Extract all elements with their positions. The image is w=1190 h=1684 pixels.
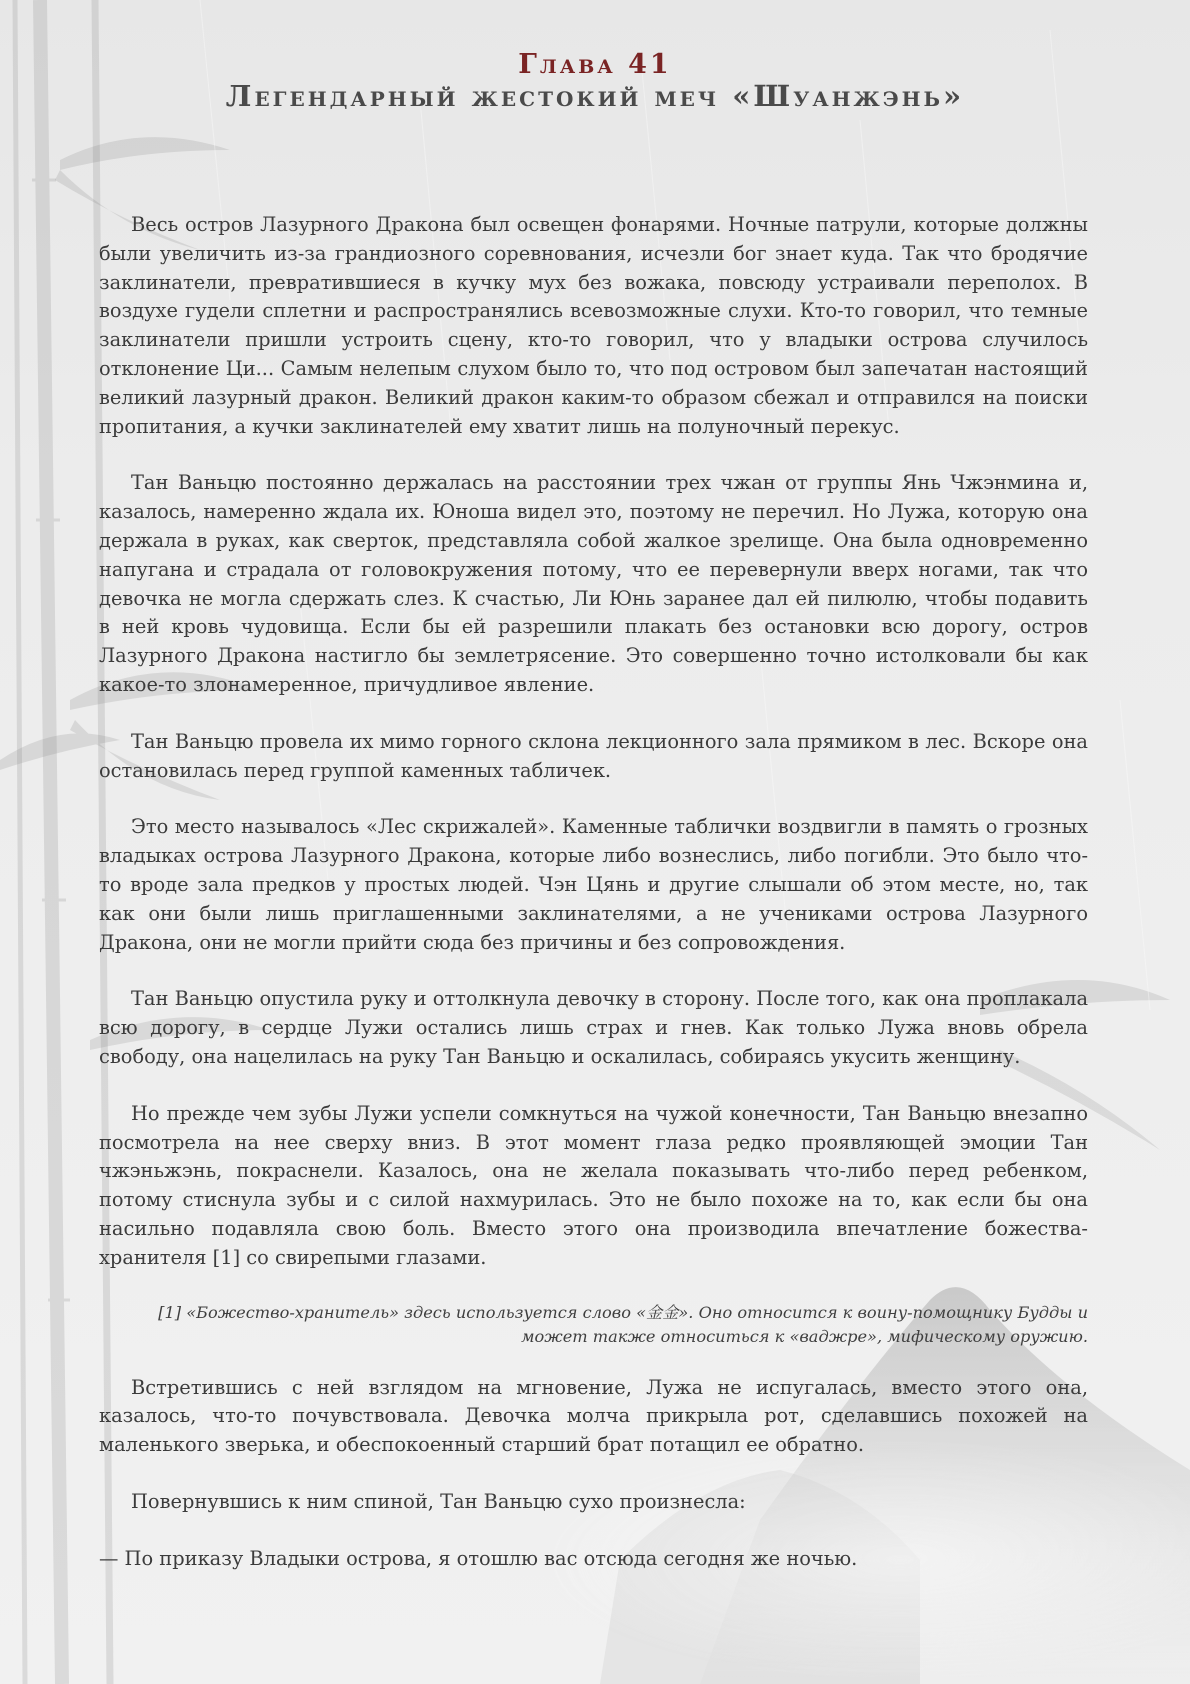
paragraph: Но прежде чем зубы Лужи успели сомкнуться на чужой конечности, Тан Ваньцю внезапно посмотрела на нее сверху вниз. В этот момент глаза редко проявляющей эмоции Тан чжэньжэнь, покраснели. Казалось, она не желала показывать что-либо перед ребенком, потому стиснула зубы и с силой нахмурилась. Это не было похоже на то, как если бы она насильно подавляла свою боль. Вместо этого она производила впечатление божества-хранителя [1] со свирепыми глазами. <box>99 1101 1088 1269</box>
dialogue-line: — По приказу Владыки острова, я отошлю вас отсюда сегодня же ночью. <box>99 1546 858 1570</box>
paragraph: Повернувшись к ним спиной, Тан Ваньцю сухо произнесла: <box>131 1489 746 1513</box>
footnote: [1] «Божество-хранитель» здесь используется слово «金金». Оно относится к воину-помощнику Будды и может также относиться к «ваджре», мифическому оружию. <box>158 1302 1088 1346</box>
paragraph: Тан Ваньцю провела их мимо горного склона лекционного зала прямиком в лес. Вскоре она остановилась перед группой каменных табличек. <box>99 729 1088 782</box>
chapter-label: Глава 41 <box>518 49 672 80</box>
paragraph: Весь остров Лазурного Дракона был освещен фонарями. Ночные патрули, которые должны были увеличить из-за грандиозного соревнования, исчезли бог знает куда. Так что бродячие заклинатели, превратившиеся в кучку мух без вожака, повсюду устраивали переполох. В воздухе гудели сплетни и распространялись всевозможные слухи. Кто-то говорил, что темные заклинатели пришли устроить сцену, кто-то говорил, что у владыки острова случилось отклонение Ци... Самым нелепым слухом было то, что под островом был запечатан настоящий великий лазурный дракон. Великий дракон каким-то образом сбежал и отправился на поиски пропитания, а кучки заклинателей ему хватит лишь на полуночный перекус. <box>99 213 1088 438</box>
paragraph: Это место называлось «Лес скрижалей». Каменные таблички воздвигли в память о грозных владыках острова Лазурного Дракона, которые либо вознеслись, либо погибли. Это было что-то вроде зала предков у простых людей. Чэн Цянь и другие слышали об этом месте, но, так как они были лишь приглашенными заклинателями, а не учениками острова Лазурного Дракона, они не могли прийти сюда без причины и без сопровождения. <box>99 815 1088 954</box>
chapter-title: Легендарный жестокий меч «Шуанжэнь» <box>225 79 965 113</box>
chapter-text <box>99 211 1088 1601</box>
paragraph: Тан Ваньцю постоянно держалась на расстоянии трех чжан от группы Янь Чжэнмина и, казалось, намеренно ждала их. Юноша видел это, поэтому не перечил. Но Лужа, которую она держала в руках, как сверток, представляла собой жалкое зрелище. Она была одновременно напугана и страдала от головокружения потому, что ее перевернули вверх ногами, так что девочка не могла сдержать слез. К счастью, Ли Юнь заранее дал ей пилюлю, чтобы подавить в ней кровь чудовища. Если бы ей разрешили плакать без остановки всю дорогу, остров Лазурного Дракона настигло бы землетрясение. Это совершенно точно истолковали бы как какое-то злонамеренное, причудливое явление. <box>99 471 1088 696</box>
paragraph: Встретившись с ней взглядом на мгновение, Лужа не испугалась, вместо этого она, казалось, что-то почувствовала. Девочка молча прикрыла рот, сделавшись похожей на маленького зверька, и обеспокоенный старший брат потащил ее обратно. <box>99 1375 1088 1457</box>
paragraph: Тан Ваньцю опустила руку и оттолкнула девочку в сторону. После того, как она проплакала всю дорогу, в сердце Лужи остались лишь страх и гнев. Как только Лужа вновь обрела свободу, она нацелилась на руку Тан Ваньцю и оскалилась, собираясь укусить женщину. <box>99 987 1088 1068</box>
